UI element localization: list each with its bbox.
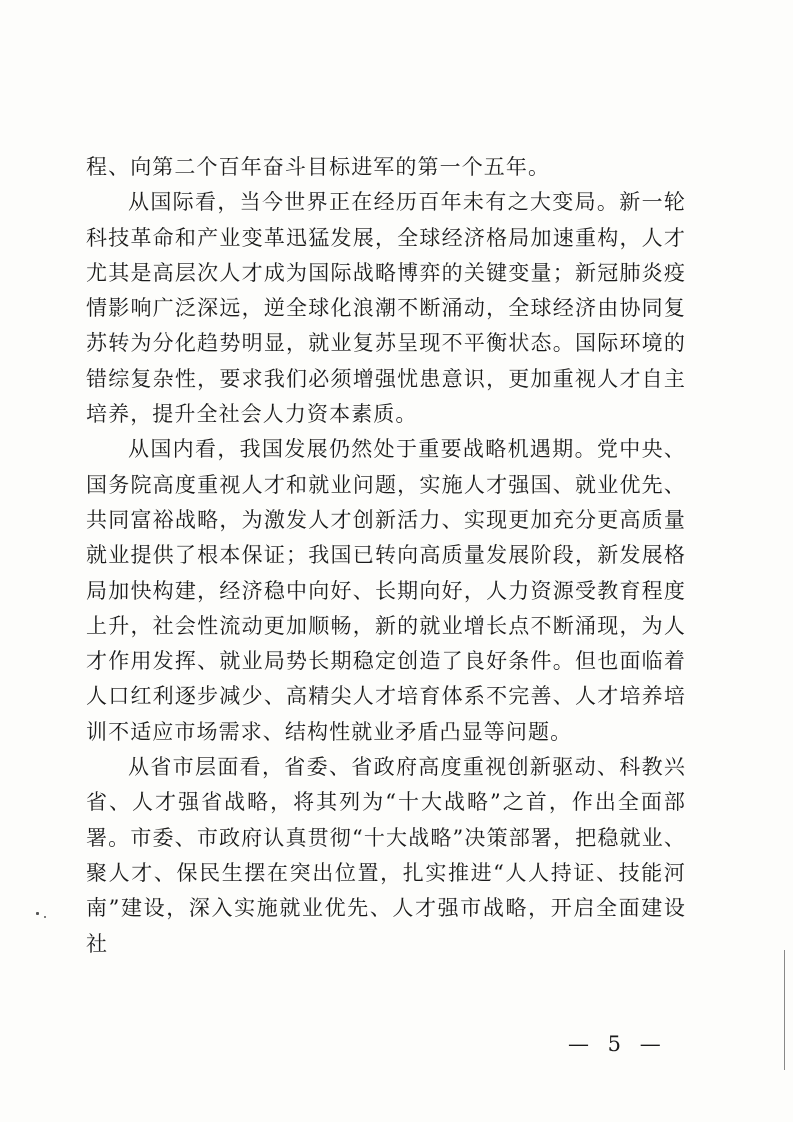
scan-speck	[36, 912, 39, 915]
scan-edge-line	[784, 950, 785, 1070]
paragraph-domestic: 从国内看，我国发展仍然处于重要战略机遇期。党中央、国务院高度重视人才和就业问题，实施人才强国、就业优先、共同富裕战略，为激发人才创新活力、实现更加充分更高质量就业提供了根本保证；我国已转向高质量发展阶段，新发展格局加快构建，经济稳中向好、长期向好，人力资源受教育程度上升，社会性流动更加顺畅，新的就业增长点不断涌现，为人才作用发挥、就业局势长期稳定创造了良好条件。但也面临着人口红利逐步减少、高精尖人才培育体系不完善、人才培养培训不适应市场需求、结构性就业矛盾凸显等问题。	[86, 437, 686, 744]
scan-speck	[44, 916, 46, 918]
body-text	[86, 150, 686, 962]
paragraph-continuation: 程、向第二个百年奋斗目标进军的第一个五年。	[86, 155, 551, 179]
paragraph-international: 从国际看，当今世界正在经历百年未有之大变局。新一轮科技革命和产业变革迅猛发展，全球经济格局加速重构，人才尤其是高层次人才成为国际战略博弈的关键变量；新冠肺炎疫情影响广泛深远，逆全球化浪潮不断涌动，全球经济由协同复苏转为分化趋势明显，就业复苏呈现不平衡状态。国际环境的错综复杂性，要求我们必须增强忧患意识，更加重视人才自主培养，提升全社会人力资本素质。	[86, 190, 686, 427]
page-number: — 5 —	[568, 1032, 667, 1056]
paragraph-provincial: 从省市层面看，省委、省政府高度重视创新驱动、科教兴省、人才强省战略，将其列为“十大战略”之首，作出全面部署。市委、市政府认真贯彻“十大战略”决策部署，把稳就业、聚人才、保民生摆在突出位置，扎实推进“人人持证、技能河南”建设，深入实施就业优先、人才强市战略，开启全面建设社	[86, 755, 686, 956]
